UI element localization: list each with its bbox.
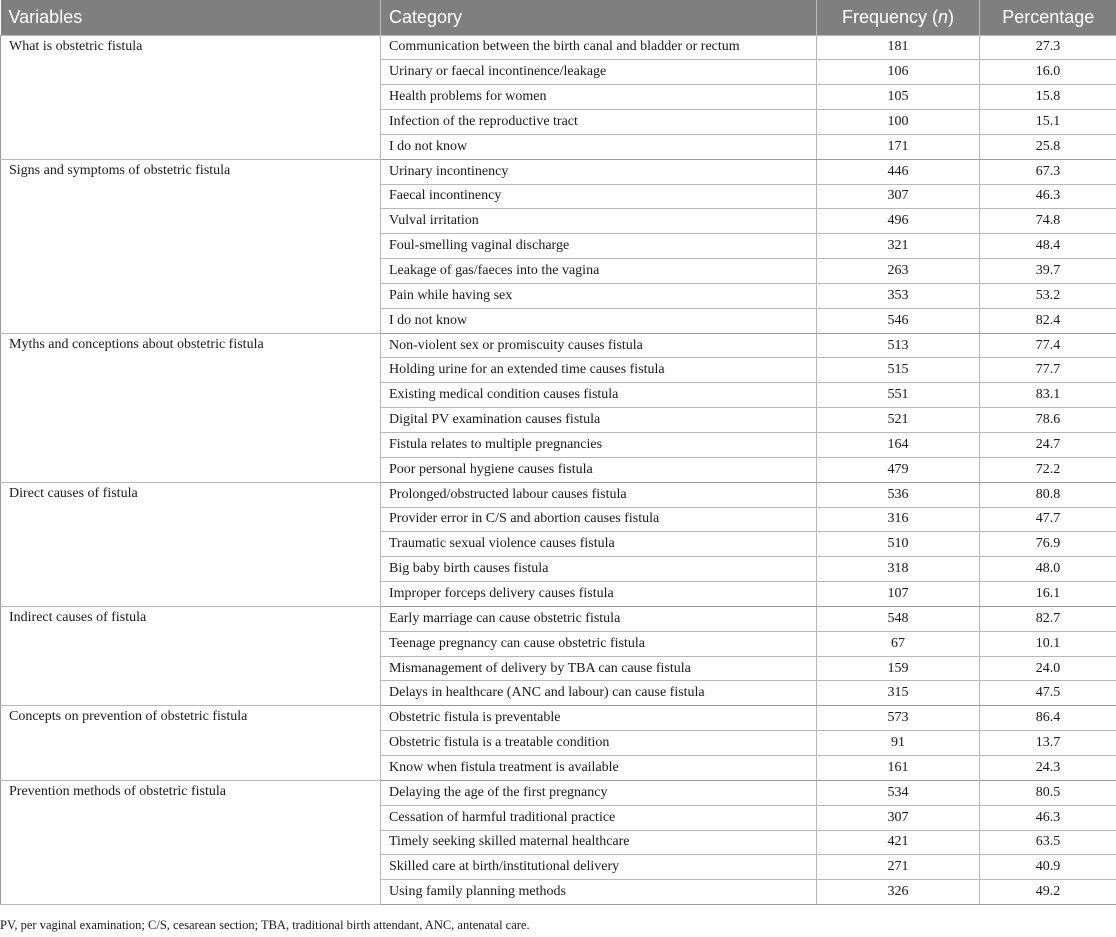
category-cell: Faecal incontinency [381, 184, 817, 209]
frequency-cell: 326 [817, 880, 980, 905]
frequency-cell: 307 [817, 805, 980, 830]
category-cell: Provider error in C/S and abortion causes fistula [381, 507, 817, 532]
frequency-cell: 307 [817, 184, 980, 209]
frequency-cell: 105 [817, 85, 980, 110]
category-cell: Prolonged/obstructed labour causes fistula [381, 482, 817, 507]
percentage-cell: 10.1 [980, 631, 1116, 656]
frequency-cell: 263 [817, 259, 980, 284]
table-row [1, 482, 1116, 507]
category-cell: Digital PV examination causes fistula [381, 408, 817, 433]
frequency-cell: 159 [817, 656, 980, 681]
percentage-cell: 46.3 [980, 805, 1116, 830]
percentage-cell: 63.5 [980, 830, 1116, 855]
table-row [1, 333, 1116, 358]
variable-cell: Direct causes of fistula [1, 482, 381, 606]
category-cell: Early marriage can cause obstetric fistula [381, 606, 817, 631]
frequency-cell: 446 [817, 159, 980, 184]
frequency-cell: 548 [817, 606, 980, 631]
category-cell: Delaying the age of the first pregnancy [381, 780, 817, 805]
category-cell: Obstetric fistula is a treatable condition [381, 731, 817, 756]
percentage-cell: 48.4 [980, 234, 1116, 259]
header-frequency-label: Frequency ( [841, 6, 939, 27]
percentage-cell: 24.7 [980, 433, 1116, 458]
frequency-cell: 353 [817, 283, 980, 308]
frequency-cell: 171 [817, 134, 980, 159]
percentage-cell: 49.2 [980, 880, 1116, 905]
frequency-cell: 515 [817, 358, 980, 383]
category-cell: Skilled care at birth/institutional delivery [381, 855, 817, 880]
percentage-cell: 77.7 [980, 358, 1116, 383]
frequency-cell: 91 [817, 731, 980, 756]
category-cell: Health problems for women [381, 85, 817, 110]
category-cell: Delays in healthcare (ANC and labour) can cause fistula [381, 681, 817, 706]
percentage-cell: 80.8 [980, 482, 1116, 507]
percentage-cell: 24.3 [980, 755, 1116, 780]
frequency-cell: 479 [817, 457, 980, 482]
percentage-cell: 74.8 [980, 209, 1116, 234]
table-row [1, 780, 1116, 805]
category-cell: Mismanagement of delivery by TBA can cause fistula [381, 656, 817, 681]
header-frequency-n: n [938, 6, 949, 27]
category-cell: Leakage of gas/faeces into the vagina [381, 259, 817, 284]
header-variables: Variables [1, 0, 381, 35]
variable-cell: What is obstetric fistula [1, 35, 381, 159]
header-frequency [817, 0, 980, 35]
frequency-cell: 164 [817, 433, 980, 458]
frequency-cell: 318 [817, 557, 980, 582]
table-footnote: PV, per vaginal examination; C/S, cesarean section; TBA, traditional birth attendant, ANC, antenatal care. [0, 918, 530, 932]
frequency-cell: 161 [817, 755, 980, 780]
frequency-cell: 551 [817, 383, 980, 408]
header-row [1, 0, 1116, 35]
percentage-cell: 13.7 [980, 731, 1116, 756]
frequency-cell: 181 [817, 35, 980, 60]
percentage-cell: 47.5 [980, 681, 1116, 706]
table-row [1, 706, 1116, 731]
table-row [1, 35, 1116, 60]
frequency-cell: 536 [817, 482, 980, 507]
table-row [1, 159, 1116, 184]
category-cell: Traumatic sexual violence causes fistula [381, 532, 817, 557]
percentage-cell: 78.6 [980, 408, 1116, 433]
frequency-cell: 321 [817, 234, 980, 259]
frequency-cell: 496 [817, 209, 980, 234]
percentage-cell: 46.3 [980, 184, 1116, 209]
percentage-cell: 39.7 [980, 259, 1116, 284]
percentage-cell: 53.2 [980, 283, 1116, 308]
table-row [1, 606, 1116, 631]
frequency-cell: 513 [817, 333, 980, 358]
percentage-cell: 16.0 [980, 60, 1116, 85]
table-header [1, 0, 1116, 35]
percentage-cell: 25.8 [980, 134, 1116, 159]
percentage-cell: 15.8 [980, 85, 1116, 110]
variable-cell: Concepts on prevention of obstetric fistula [1, 706, 381, 781]
frequency-cell: 316 [817, 507, 980, 532]
category-cell: Using family planning methods [381, 880, 817, 905]
variable-cell: Prevention methods of obstetric fistula [1, 780, 381, 904]
category-cell: Non-violent sex or promiscuity causes fistula [381, 333, 817, 358]
table-body [1, 35, 1116, 905]
percentage-cell: 40.9 [980, 855, 1116, 880]
category-cell: Existing medical condition causes fistula [381, 383, 817, 408]
category-cell: Vulval irritation [381, 209, 817, 234]
frequency-cell: 271 [817, 855, 980, 880]
category-cell: Obstetric fistula is preventable [381, 706, 817, 731]
category-cell: Timely seeking skilled maternal healthcare [381, 830, 817, 855]
percentage-cell: 82.7 [980, 606, 1116, 631]
category-cell: Holding urine for an extended time causes fistula [381, 358, 817, 383]
category-cell: Urinary incontinency [381, 159, 817, 184]
category-cell: Teenage pregnancy can cause obstetric fistula [381, 631, 817, 656]
frequency-cell: 573 [817, 706, 980, 731]
percentage-cell: 86.4 [980, 706, 1116, 731]
frequency-cell: 510 [817, 532, 980, 557]
frequency-cell: 100 [817, 110, 980, 135]
percentage-cell: 77.4 [980, 333, 1116, 358]
frequency-cell: 107 [817, 582, 980, 607]
percentage-cell: 24.0 [980, 656, 1116, 681]
frequency-cell: 421 [817, 830, 980, 855]
variable-cell: Indirect causes of fistula [1, 606, 381, 705]
frequency-cell: 106 [817, 60, 980, 85]
percentage-cell: 72.2 [980, 457, 1116, 482]
category-cell: Poor personal hygiene causes fistula [381, 457, 817, 482]
category-cell: Improper forceps delivery causes fistula [381, 582, 817, 607]
header-category: Category [381, 0, 817, 35]
category-cell: I do not know [381, 134, 817, 159]
percentage-cell: 82.4 [980, 308, 1116, 333]
percentage-cell: 16.1 [980, 582, 1116, 607]
frequency-cell: 315 [817, 681, 980, 706]
percentage-cell: 76.9 [980, 532, 1116, 557]
frequency-cell: 546 [817, 308, 980, 333]
percentage-cell: 15.1 [980, 110, 1116, 135]
frequency-cell: 67 [817, 631, 980, 656]
percentage-cell: 47.7 [980, 507, 1116, 532]
variable-cell: Myths and conceptions about obstetric fistula [1, 333, 381, 482]
category-cell: Pain while having sex [381, 283, 817, 308]
frequency-cell: 521 [817, 408, 980, 433]
category-cell: Cessation of harmful traditional practice [381, 805, 817, 830]
category-cell: Communication between the birth canal and bladder or rectum [381, 35, 817, 60]
frequency-cell: 534 [817, 780, 980, 805]
category-cell: Foul-smelling vaginal discharge [381, 234, 817, 259]
category-cell: Urinary or faecal incontinence/leakage [381, 60, 817, 85]
variable-cell: Signs and symptoms of obstetric fistula [1, 159, 381, 333]
header-percentage: Percentage [980, 0, 1116, 35]
percentage-cell: 80.5 [980, 780, 1116, 805]
percentage-cell: 83.1 [980, 383, 1116, 408]
category-cell: Big baby birth causes fistula [381, 557, 817, 582]
header-frequency-close: ) [948, 6, 955, 27]
percentage-cell: 48.0 [980, 557, 1116, 582]
percentage-cell: 27.3 [980, 35, 1116, 60]
category-cell: I do not know [381, 308, 817, 333]
category-cell: Fistula relates to multiple pregnancies [381, 433, 817, 458]
percentage-cell: 67.3 [980, 159, 1116, 184]
category-cell: Know when fistula treatment is available [381, 755, 817, 780]
category-cell: Infection of the reproductive tract [381, 110, 817, 135]
